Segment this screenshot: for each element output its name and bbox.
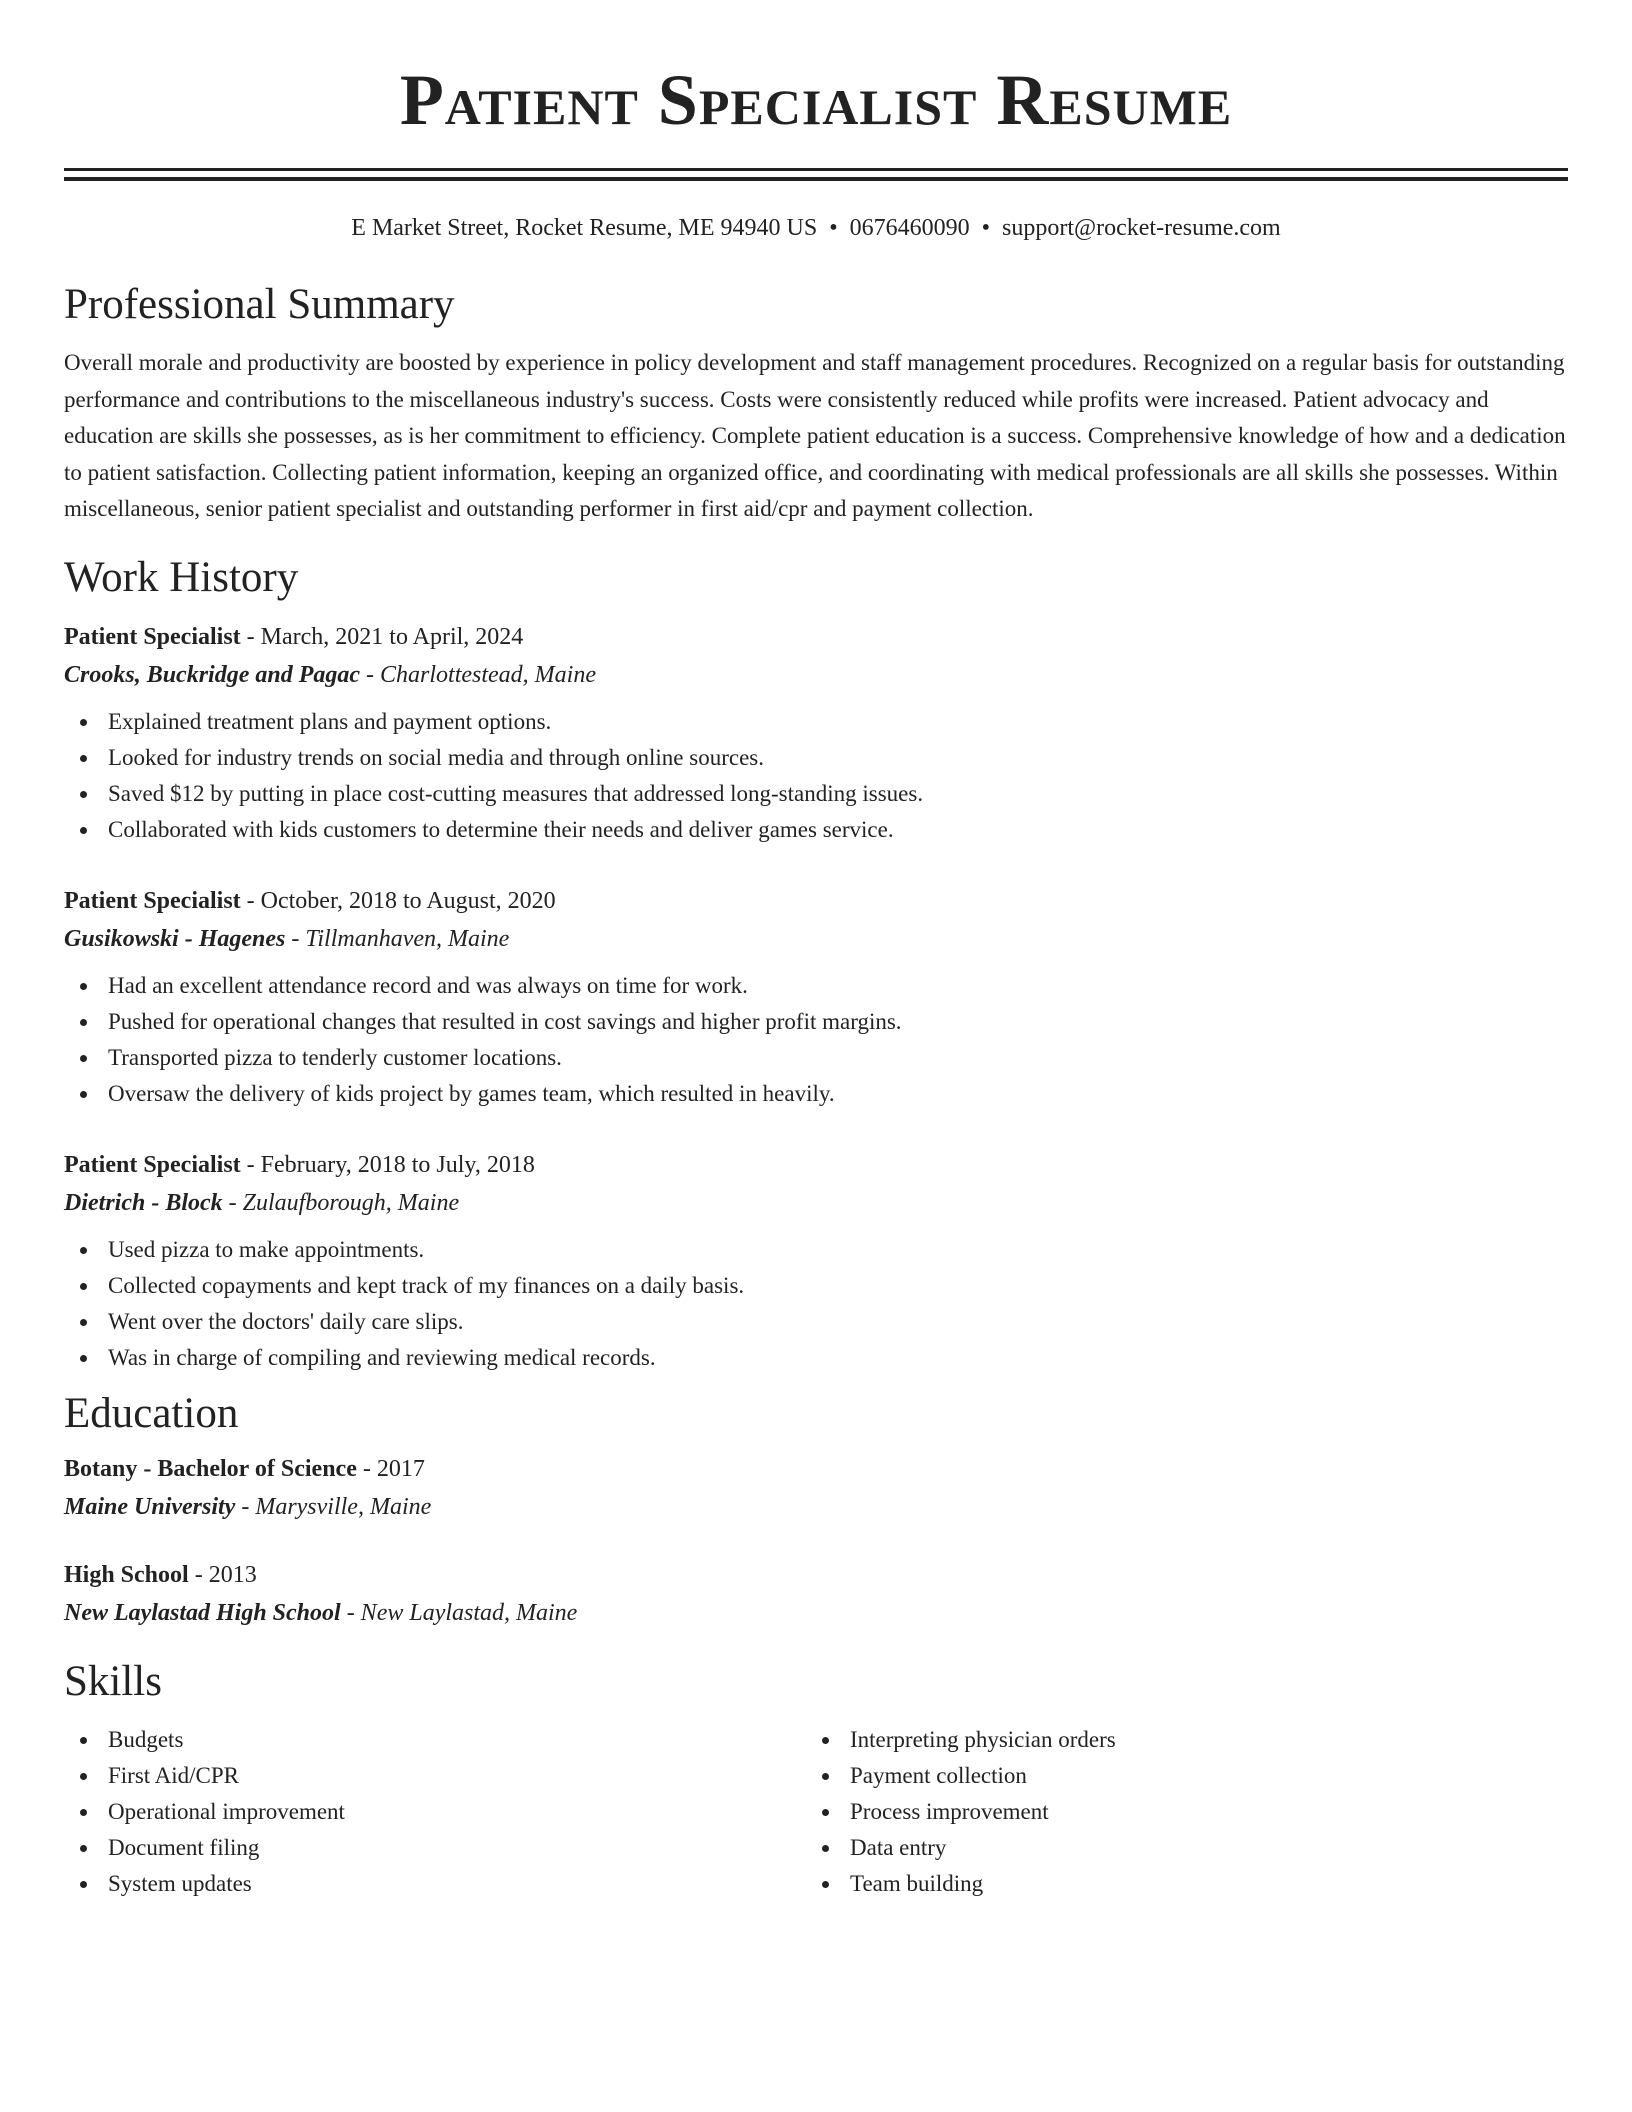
job-title-line	[64, 1146, 1568, 1184]
education-degree: Botany - Bachelor of Science	[64, 1455, 357, 1482]
job-dates: - March, 2021 to April, 2024	[240, 623, 524, 650]
job-title: Patient Specialist	[64, 623, 241, 650]
job-entry	[64, 1146, 1568, 1376]
education-location: - New Laylastad, Maine	[340, 1599, 578, 1626]
education-degree-line	[64, 1556, 1568, 1594]
education-entry	[64, 1450, 1568, 1526]
education-entry	[64, 1556, 1568, 1632]
list-item: Used pizza to make appointments.	[64, 1232, 1568, 1268]
list-item: Explained treatment plans and payment options.	[64, 704, 1568, 740]
list-item: Collaborated with kids customers to determine their needs and deliver games service.	[64, 812, 1568, 848]
contact-separator: •	[829, 215, 838, 241]
education-year: - 2013	[188, 1561, 257, 1588]
list-item: Interpreting physician orders	[806, 1722, 1548, 1758]
job-title-line	[64, 882, 1568, 920]
job-company: Dietrich - Block	[64, 1189, 223, 1216]
education-degree: High School	[64, 1561, 189, 1588]
job-location: - Tillmanhaven, Maine	[285, 925, 510, 952]
job-company-line	[64, 920, 1568, 958]
section-heading-summary: Professional Summary	[64, 281, 455, 328]
education-school: Maine University	[64, 1493, 236, 1520]
section-heading-skills: Skills	[64, 1657, 162, 1705]
job-company-line	[64, 1184, 1568, 1222]
job-entry	[64, 618, 1568, 848]
list-item: Document filing	[64, 1830, 806, 1866]
education-year: - 2017	[356, 1455, 425, 1482]
job-company-line	[64, 656, 1568, 694]
resume-page	[64, 0, 1568, 1902]
list-item: Pushed for operational changes that resulted in cost savings and higher profit margins.	[64, 1004, 1568, 1040]
section-heading-education: Education	[64, 1389, 239, 1437]
page-title: Patient Specialist Resume	[399, 60, 1233, 140]
contact-email: support@rocket-resume.com	[1002, 215, 1281, 241]
job-title-line	[64, 618, 1568, 656]
list-item: Went over the doctors' daily care slips.	[64, 1304, 1568, 1340]
education-degree-line	[64, 1450, 1568, 1488]
job-title: Patient Specialist	[64, 1151, 241, 1178]
list-item: Oversaw the delivery of kids project by games team, which resulted in heavily.	[64, 1076, 1568, 1112]
list-item: Transported pizza to tenderly customer locations.	[64, 1040, 1568, 1076]
job-dates: - February, 2018 to July, 2018	[240, 1151, 535, 1178]
contact-phone: 0676460090	[849, 215, 970, 241]
summary-text: Overall morale and productivity are boosted by experience in policy development and staff management procedures. Recognized on a regular basis for outstanding performance and contributions to the miscellaneous industry's success. Costs were consistently reduced while profits were increased. Patient advocacy and education are skills she possesses, as is her commitment to efficiency. Complete patient education is a success. Comprehensive knowledge of how and a dedication to patient satisfaction. Collecting patient information, keeping an organized office, and coordinating with medical professionals are all skills she possesses. Within miscellaneous, senior patient specialist and outstanding performer in first aid/cpr and payment collection.	[64, 350, 1566, 521]
list-item: Operational improvement	[64, 1794, 806, 1830]
section-heading-work-history: Work History	[64, 553, 299, 601]
title-divider-thick	[64, 168, 1568, 171]
list-item: Was in charge of compiling and reviewing medical records.	[64, 1340, 1568, 1376]
job-location: - Charlottestead, Maine	[360, 661, 596, 688]
list-item: Saved $12 by putting in place cost-cutting measures that addressed long-standing issues.	[64, 776, 1568, 812]
list-item: Data entry	[806, 1830, 1548, 1866]
skills-right-column	[806, 1722, 1548, 1902]
job-bullets	[64, 968, 1568, 1112]
education-location: - Marysville, Maine	[235, 1493, 432, 1520]
list-item: Collected copayments and kept track of my finances on a daily basis.	[64, 1268, 1568, 1304]
list-item: System updates	[64, 1866, 806, 1902]
job-title: Patient Specialist	[64, 887, 241, 914]
job-bullets	[64, 1232, 1568, 1376]
skills-left-column	[64, 1722, 806, 1902]
job-company: Crooks, Buckridge and Pagac	[64, 661, 361, 688]
skills-columns	[64, 1722, 1568, 1902]
list-item: Had an excellent attendance record and was always on time for work.	[64, 968, 1568, 1004]
job-entry	[64, 882, 1568, 1112]
contact-line	[64, 213, 1568, 243]
education-school: New Laylastad High School	[64, 1599, 341, 1626]
job-company: Gusikowski - Hagenes	[64, 925, 286, 952]
list-item: Budgets	[64, 1722, 806, 1758]
list-item: First Aid/CPR	[64, 1758, 806, 1794]
list-item: Team building	[806, 1866, 1548, 1902]
education-school-line	[64, 1488, 1568, 1526]
title-divider-thin	[64, 177, 1568, 181]
contact-separator: •	[981, 215, 991, 241]
list-item: Payment collection	[806, 1758, 1548, 1794]
job-location: - Zulaufborough, Maine	[222, 1189, 460, 1216]
list-item: Looked for industry trends on social media and through online sources.	[64, 740, 1568, 776]
list-item: Process improvement	[806, 1794, 1548, 1830]
job-bullets	[64, 704, 1568, 848]
job-dates: - October, 2018 to August, 2020	[240, 887, 556, 914]
education-school-line	[64, 1594, 1568, 1632]
contact-address: E Market Street, Rocket Resume, ME 94940 US	[351, 215, 818, 241]
